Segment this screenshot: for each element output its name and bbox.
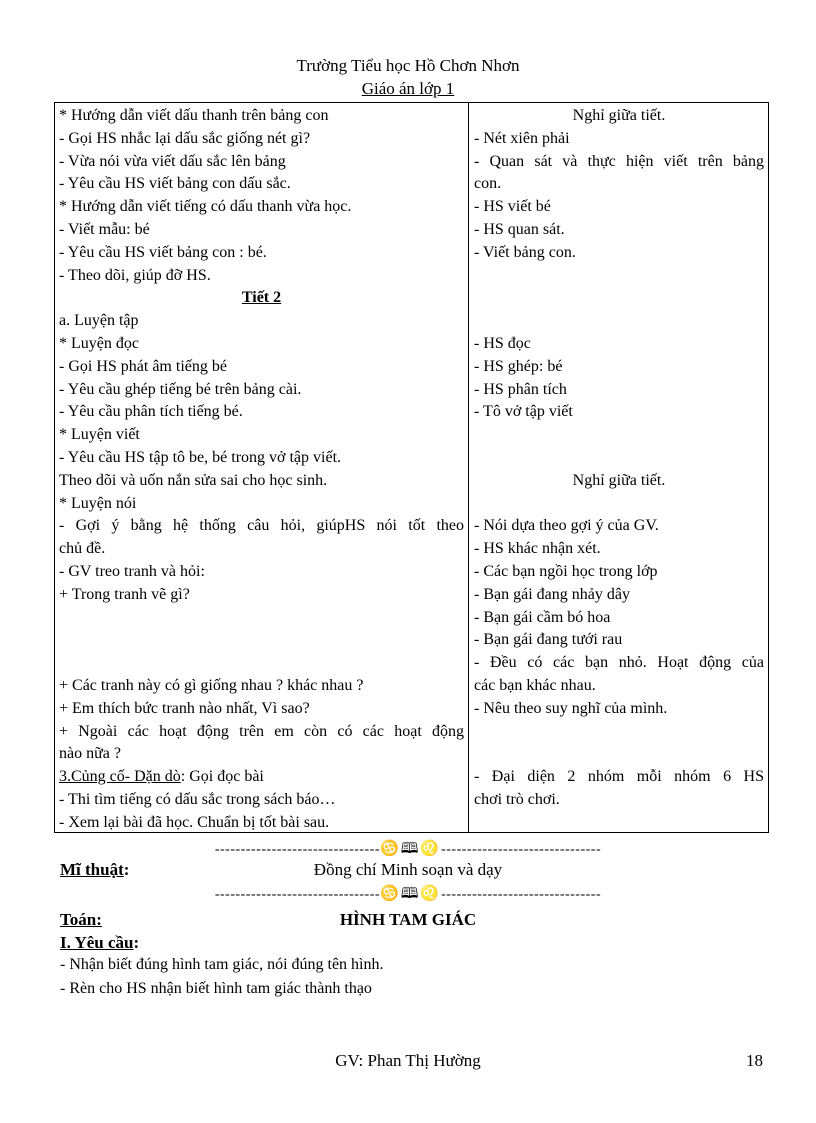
lesson-plan-subtitle: Giáo án lớp 1 xyxy=(361,79,455,98)
teacher-line: nào nữa ? xyxy=(59,745,121,763)
student-line: các bạn khác nhau. xyxy=(474,676,596,694)
student-line: - Quan sát và thực hiện viết trên bảng xyxy=(474,152,764,170)
teacher-line: * Hướng dẫn viết tiếng có dấu thanh vừa học. xyxy=(59,198,352,216)
period-heading: Tiết 2 xyxy=(241,289,282,307)
teacher-line: - Vừa nói vừa viết dấu sắc lên bảng xyxy=(59,152,286,170)
ornament-icon: ♋🕮♌ xyxy=(380,841,442,857)
teacher-line: - Yêu cầu HS viết bảng con : bé. xyxy=(59,243,267,261)
blank-line xyxy=(474,424,764,447)
student-line: - HS ghép: bé xyxy=(474,357,563,375)
separator-dashes: -------------------------------- xyxy=(214,842,381,857)
blank-line xyxy=(59,607,464,630)
student-line: - Nét xiên phải xyxy=(474,129,570,147)
teacher-line: - GV treo tranh và hỏi: xyxy=(59,562,205,580)
separator-dashes: ------------------------------- xyxy=(441,887,602,902)
teacher-line: - Yêu cầu phân tích tiếng bé. xyxy=(59,403,243,421)
teacher-line: - Gọi HS nhắc lại dấu sắc giống nét gì? xyxy=(59,129,311,147)
column-divider xyxy=(468,103,469,832)
art-subject-label xyxy=(60,860,129,880)
page-number: 18 xyxy=(746,1051,763,1070)
math-subject-label: Toán: xyxy=(60,910,102,929)
blank-line xyxy=(474,447,764,470)
section-separator xyxy=(0,883,816,908)
blank-line xyxy=(59,652,464,675)
art-label-text: Mĩ thuật xyxy=(60,860,124,879)
art-label-colon: : xyxy=(123,860,130,879)
requirements-heading xyxy=(60,933,139,953)
blank-line xyxy=(474,812,764,835)
break-note: Nghỉ giữa tiết. xyxy=(572,471,666,489)
student-line: - HS đọc xyxy=(474,334,531,352)
consolidation-text: : Gọi đọc bài xyxy=(180,768,264,786)
teacher-line: - Gọi HS phát âm tiếng bé xyxy=(59,357,227,375)
teacher-line: + Em thích bức tranh nào nhất, Vì sao? xyxy=(59,699,310,717)
student-line: - Tô vở tập viết xyxy=(474,403,573,421)
student-line: - HS quan sát. xyxy=(474,220,565,238)
student-line: - Nói dựa theo gợi ý của GV. xyxy=(474,517,659,535)
break-note: Nghỉ giữa tiết. xyxy=(572,107,666,124)
teacher-activities-column xyxy=(59,105,464,835)
teacher-line: - Theo dõi, giúp đỡ HS. xyxy=(59,266,211,284)
teacher-line: + Các tranh này có gì giống nhau ? khác nhau ? xyxy=(59,676,364,694)
blank-line xyxy=(474,493,764,516)
teacher-line: - Gợi ý bằng hệ thống câu hỏi, giúpHS nói tốt theo xyxy=(59,517,464,535)
blank-line xyxy=(474,310,764,333)
lesson-table xyxy=(54,102,769,833)
teacher-line: * Luyện nói xyxy=(59,494,137,512)
student-line: - HS viết bé xyxy=(474,198,551,216)
teacher-line: chủ đề. xyxy=(59,540,106,558)
student-line: - Bạn gái cầm bó hoa xyxy=(474,608,611,626)
student-line: - Đều có các bạn nhỏ. Hoạt động của xyxy=(474,654,764,672)
student-line: - Nêu theo suy nghĩ của mình. xyxy=(474,699,668,717)
student-line: - HS phân tích xyxy=(474,380,567,398)
art-lesson-note: Đồng chí Minh soạn và dạy xyxy=(313,860,503,879)
student-line: - Đại diện 2 nhóm mỗi nhóm 6 HS xyxy=(474,768,764,786)
blank-line xyxy=(474,721,764,744)
teacher-line: * Luyện đọc xyxy=(59,334,139,352)
blank-line xyxy=(474,743,764,766)
student-line: con. xyxy=(474,175,502,193)
teacher-line: + Ngoài các hoạt động trên em còn có các hoạt động xyxy=(59,722,464,740)
requirement-item: - Nhận biết đúng hình tam giác, nói đúng tên hình. xyxy=(60,956,384,973)
teacher-line: Theo dõi và uốn nắn sửa sai cho học sinh. xyxy=(59,471,328,489)
student-line: - Bạn gái đang tưới rau xyxy=(474,631,623,649)
separator-dashes: ------------------------------- xyxy=(441,842,602,857)
student-line: - Viết bảng con. xyxy=(474,243,576,261)
blank-line xyxy=(59,629,464,652)
footer-teacher: GV: Phan Thị Hường xyxy=(335,1051,481,1070)
teacher-line: * Hướng dẫn viết dấu thanh trên bảng con xyxy=(59,107,329,124)
student-line: - Các bạn ngồi học trong lớp xyxy=(474,562,658,580)
teacher-line: - Thi tìm tiếng có dấu sắc trong sách báo… xyxy=(59,790,336,808)
consolidation-line xyxy=(59,766,464,789)
requirement-item: - Rèn cho HS nhận biết hình tam giác thành thạo xyxy=(60,980,372,997)
teacher-line: - Yêu cầu ghép tiếng bé trên bảng cài. xyxy=(59,380,302,398)
math-lesson-title: HÌNH TAM GIÁC xyxy=(339,910,477,929)
student-line: chơi trò chơi. xyxy=(474,790,560,808)
blank-line xyxy=(474,265,764,288)
teacher-line: + Trong tranh vẽ gì? xyxy=(59,585,190,603)
student-line: - HS khác nhận xét. xyxy=(474,540,601,558)
school-name: Trường Tiểu học Hồ Chơn Nhơn xyxy=(296,56,520,75)
teacher-line: * Luyện viết xyxy=(59,426,140,444)
teacher-line: - Yêu cầu HS viết bảng con dấu sắc. xyxy=(59,175,291,193)
consolidation-label: 3.Củng cố- Dặn dò xyxy=(59,768,181,786)
student-line: - Bạn gái đang nhảy dây xyxy=(474,585,630,603)
requirements-heading-colon: : xyxy=(133,933,140,952)
teacher-line: - Xem lại bài đã học. Chuẩn bị tốt bài sau. xyxy=(59,813,330,831)
separator-dashes: -------------------------------- xyxy=(214,887,381,902)
student-activities-column xyxy=(474,105,764,835)
blank-line xyxy=(474,287,764,310)
teacher-line: a. Luyện tập xyxy=(59,312,139,330)
teacher-line: - Yêu cầu HS tập tô be, bé trong vở tập viết. xyxy=(59,448,342,466)
requirements-heading-text: I. Yêu cầu xyxy=(60,933,134,952)
ornament-icon: ♋🕮♌ xyxy=(380,886,442,902)
teacher-line: - Viết mẫu: bé xyxy=(59,220,150,238)
